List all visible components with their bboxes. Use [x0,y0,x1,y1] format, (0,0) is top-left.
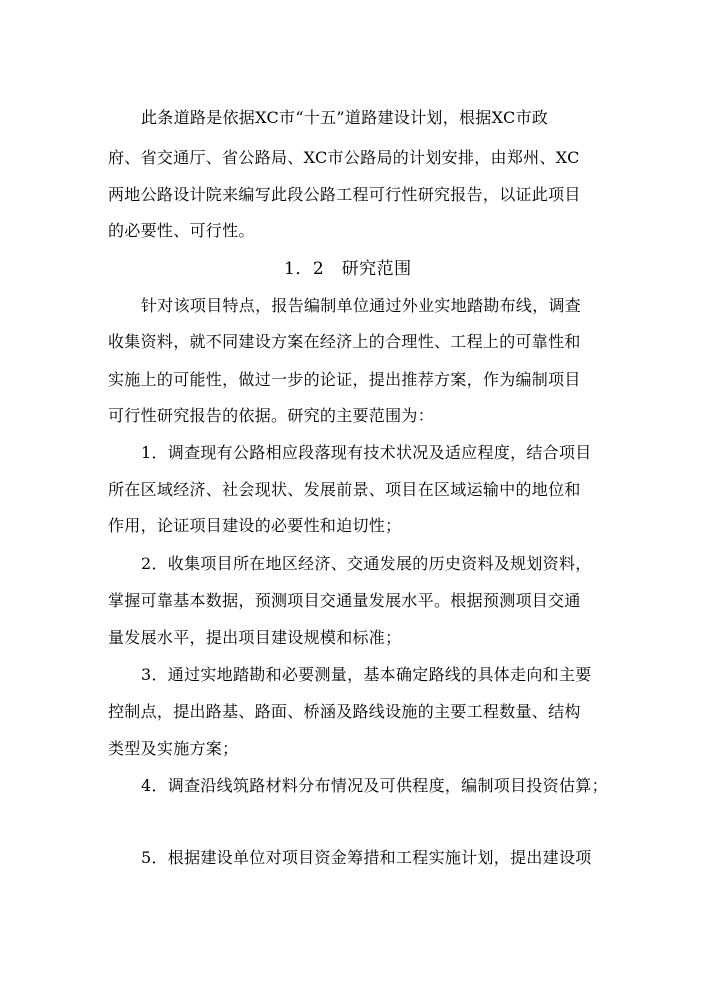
item-3-line-2: 控制点，提出路基、路面、桥涵及路线设施的主要工程数量、结构 [108,702,581,721]
item-2-line-2: 掌握可靠基本数据，预测项目交通量发展水平。根据预测项目交通 [108,591,581,610]
scope-line-4: 可行性研究报告的依据。研究的主要范围为： [108,406,435,425]
item-2-line-1: 2．收集项目所在地区经济、交通发展的历史资料及规划资料， [141,554,592,573]
intro-line-3: 两地公路设计院来编写此段公路工程可行性研究报告，以证此项目 [108,185,581,204]
item-2-line-3: 量发展水平，提出项目建设规模和标准； [108,628,402,647]
item-3-line-3: 类型及实施方案； [108,739,239,758]
item-5-line-1: 5．根据建设单位对项目资金筹措和工程实施计划，提出建设项 [141,848,592,867]
item-1-line-1: 1．调查现有公路相应段落现有技术状况及适应程度，结合项目 [141,443,592,462]
intro-line-1: 此条道路是依据XC市“十五”道路建设计划，根据XC市政 [141,108,549,127]
scope-line-2: 收集资料，就不同建设方案在经济上的合理性、工程上的可靠性和 [108,332,581,351]
intro-line-2: 府、省交通厅、省公路局、XC市公路局的计划安排，由郑州、XC [108,148,580,167]
section-heading: 1．2 研究范围 [284,259,412,279]
item-4-line-1: 4．调查沿线筑路材料分布情况及可供程度，编制项目投资估算； [141,776,608,795]
item-3-line-1: 3．通过实地踏勘和必要测量，基本确定路线的具体走向和主要 [141,665,592,684]
item-1-line-2: 所在区域经济、社会现状、发展前景、项目在区域运输中的地位和 [108,480,581,499]
item-1-line-3: 作用，论证项目建设的必要性和迫切性； [108,516,402,535]
scope-line-3: 实施上的可能性，做过一步的论证，提出推荐方案，作为编制项目 [108,370,581,389]
intro-line-4: 的必要性、可行性。 [108,221,255,240]
scope-line-1: 针对该项目特点，报告编制单位通过外业实地踏勘布线，调查 [141,296,582,315]
